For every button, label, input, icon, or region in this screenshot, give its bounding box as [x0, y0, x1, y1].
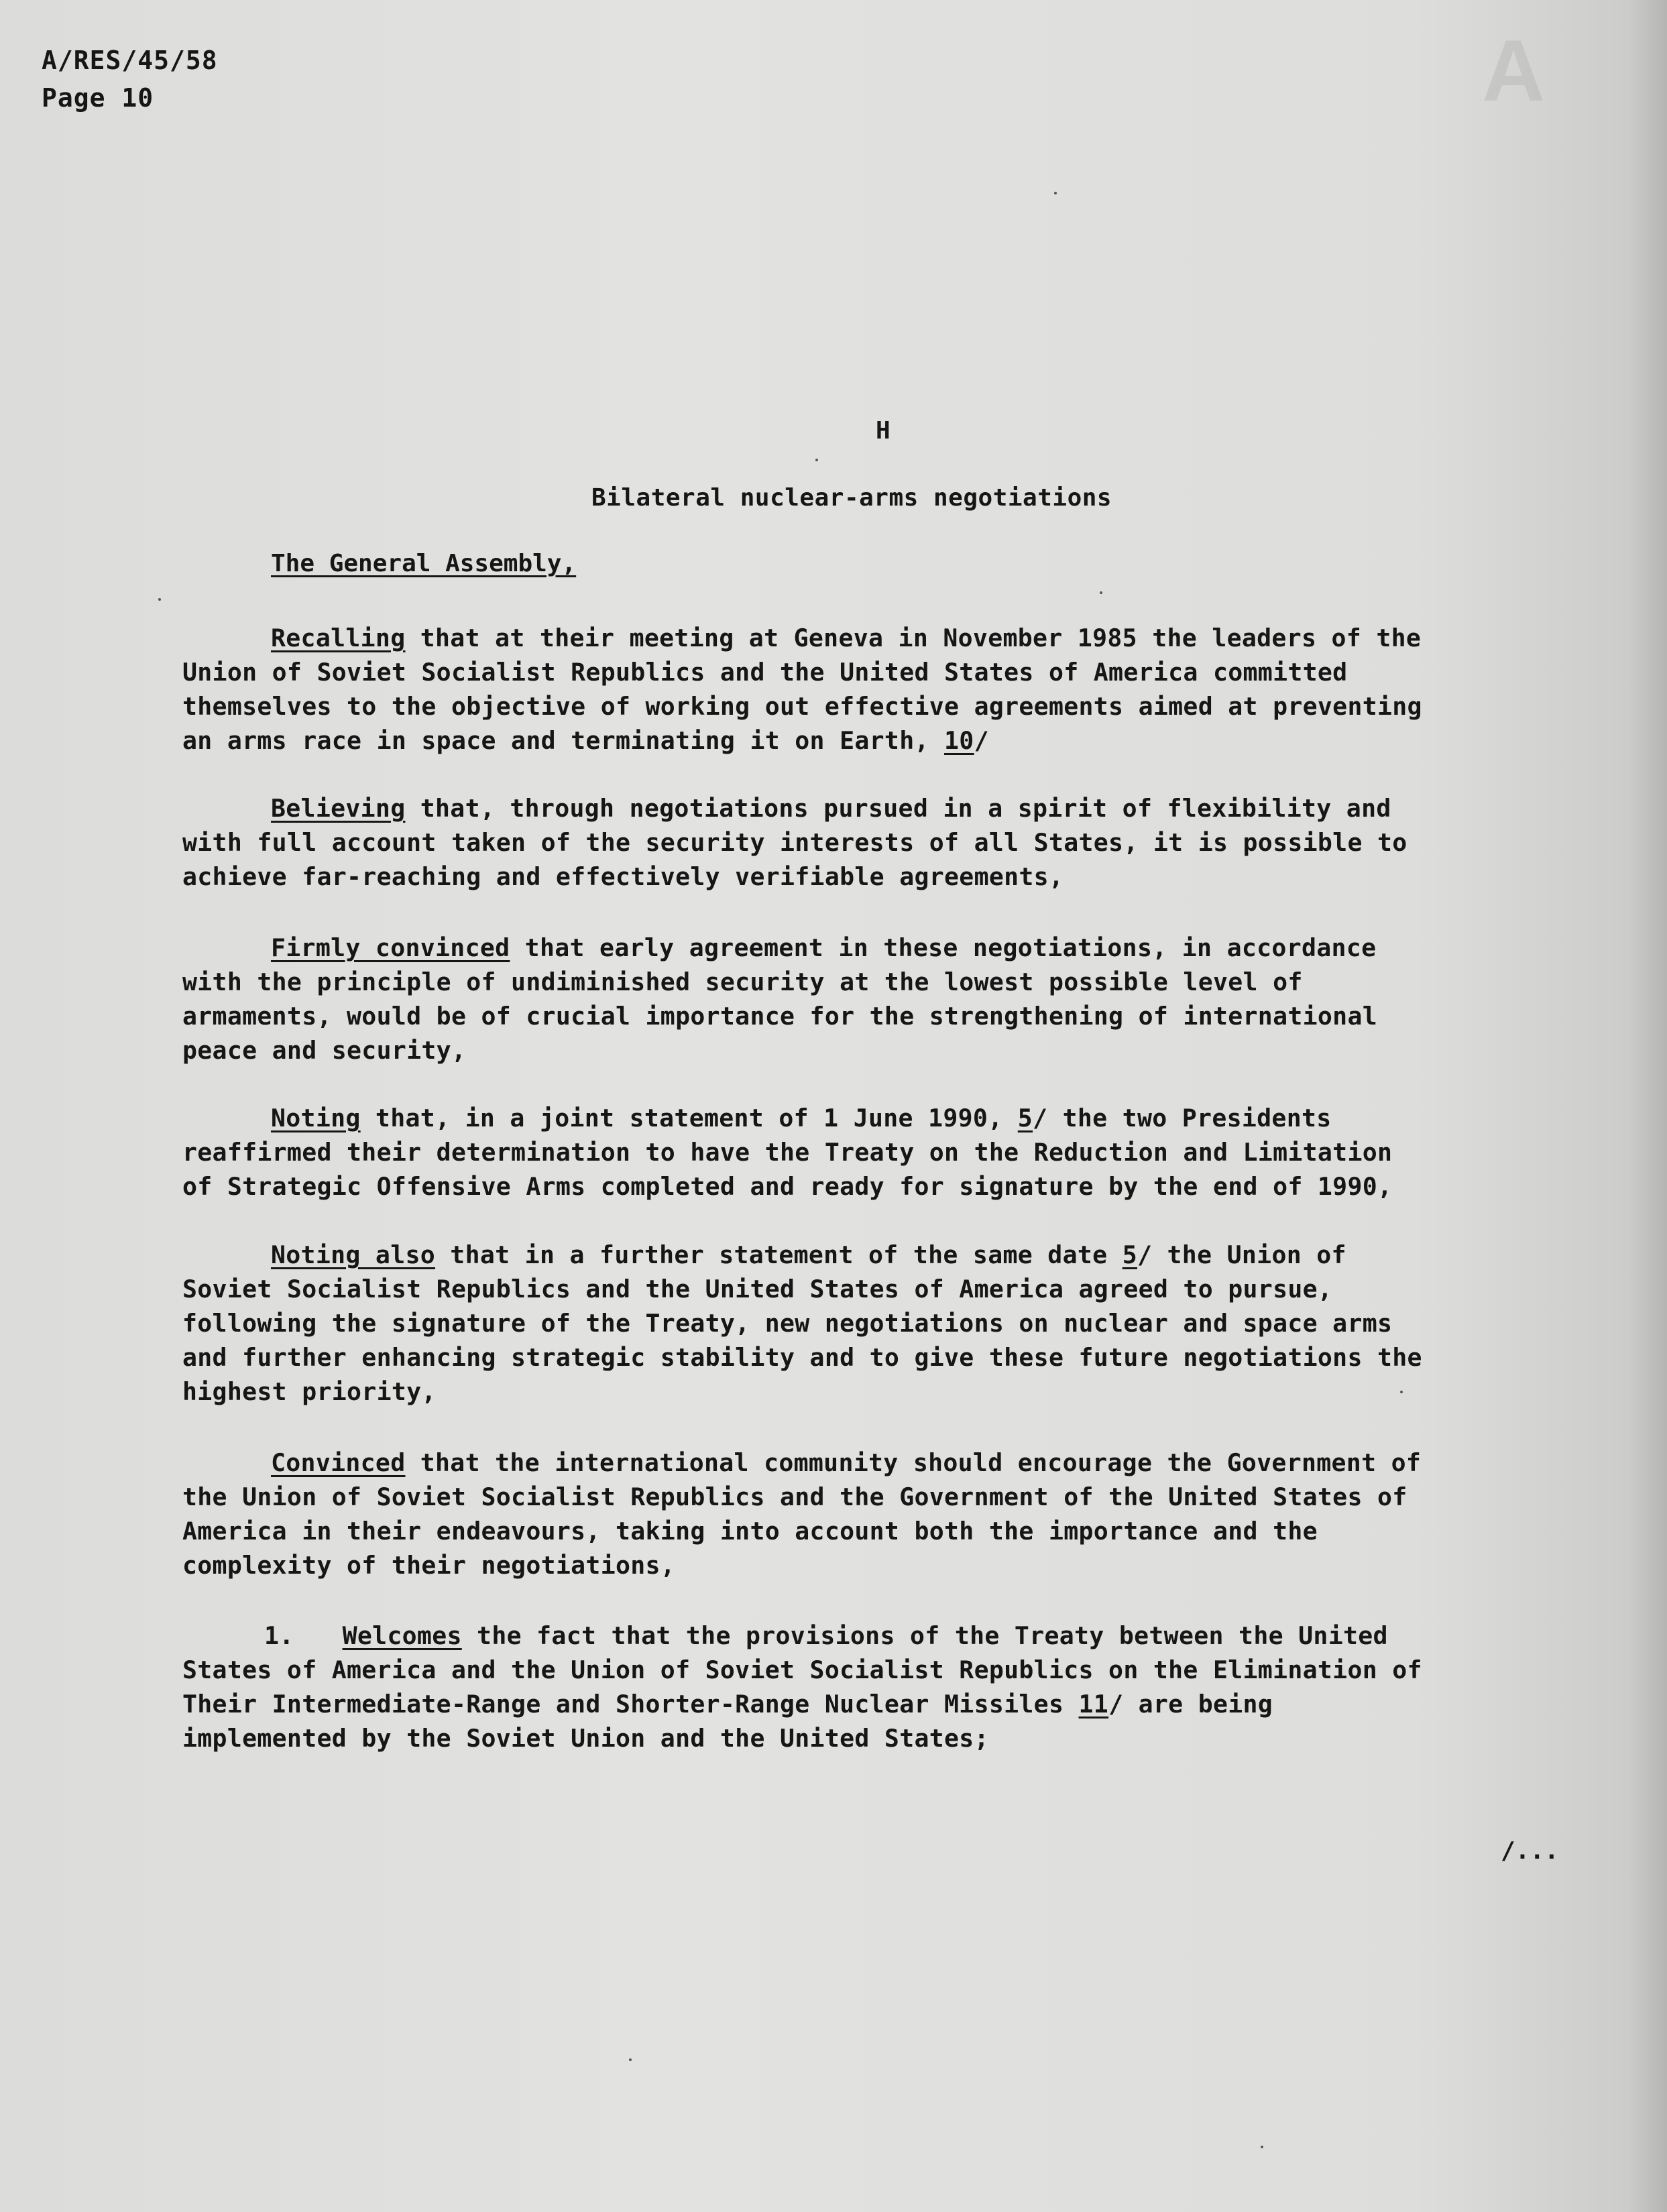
paragraph-text: that at their meeting at Geneva in November 1985 the leaders of the [405, 624, 1422, 652]
paragraph-line [182, 1101, 1584, 1135]
paragraph-line: armaments, would be of crucial importance for the strengthening of international [182, 1002, 1377, 1031]
paragraph-keyword: Noting also [271, 1240, 436, 1269]
preamble-believing [182, 791, 1584, 894]
paragraph-line [182, 723, 1584, 758]
paragraph-line: peace and security, [182, 1036, 467, 1065]
paragraph-keyword: Convinced [271, 1448, 406, 1477]
scan-speck [1400, 1391, 1403, 1393]
paragraph-line [182, 621, 1584, 655]
paragraph-line [182, 1446, 1584, 1480]
paragraph-line: achieve far-reaching and effectively verifiable agreements, [182, 862, 1064, 891]
paragraph-keyword: Firmly convinced [271, 933, 510, 962]
paragraph-text: that, through negotiations pursued in a spirit of flexibility and [405, 794, 1391, 823]
paragraph-keyword: Believing [271, 794, 406, 823]
page-number: Page 10 [42, 83, 154, 113]
paragraph-text: that, in a joint statement of 1 June 1990, [360, 1104, 1018, 1132]
paragraph-line: complexity of their negotiations, [182, 1551, 676, 1580]
footnote-reference: 5 [1122, 1240, 1137, 1269]
paragraph-line: and further enhancing strategic stability and to give these future negotiations the [182, 1343, 1422, 1372]
paragraph-line [182, 931, 1584, 965]
scan-speck [1261, 2146, 1263, 2148]
preamble-noting [182, 1101, 1584, 1204]
paragraph-text: an arms race in space and terminating it on Earth, [182, 726, 945, 755]
paragraph-line: America in their endeavours, taking into account both the importance and the [182, 1517, 1318, 1546]
paragraph-line: Soviet Socialist Republics and the United States of America agreed to pursue, [182, 1275, 1333, 1303]
paragraph-line [182, 1619, 1584, 1653]
scan-speck [158, 598, 161, 601]
paragraph-number: 1. [264, 1621, 294, 1650]
paragraph-text: / the Union of [1137, 1240, 1346, 1269]
paragraph-text: that in a further statement of the same date [435, 1240, 1123, 1269]
scan-speck [1054, 192, 1057, 194]
paragraph-line: with full account taken of the security interests of all States, it is possible to [182, 828, 1407, 857]
scan-speck [1100, 591, 1102, 594]
paragraph-text: that the international community should encourage the Government of [405, 1448, 1422, 1477]
paragraph-line: the Union of Soviet Socialist Republics and the Government of the United States of [182, 1482, 1407, 1511]
paragraph-line: Union of Soviet Socialist Republics and the United States of America committed [182, 658, 1348, 687]
preamble-noting-also [182, 1238, 1584, 1409]
footnote-suffix: / are being [1108, 1690, 1273, 1719]
continuation-mark: /... [1501, 1837, 1559, 1865]
preamble-firmly-convinced [182, 931, 1584, 1067]
paragraph-line: States of America and the Union of Soviet Socialist Republics on the Elimination of [182, 1655, 1422, 1684]
paragraph-line: following the signature of the Treaty, new negotiations on nuclear and space arms [182, 1309, 1393, 1338]
preamble-recalling [182, 621, 1584, 758]
paragraph-line: with the principle of undiminished security at the lowest possible level of [182, 968, 1303, 996]
assembly-heading [271, 550, 576, 577]
page-edge-shadow [1627, 0, 1667, 2212]
paragraph-line: reaffirmed their determination to have the Treaty on the Reduction and Limitation [182, 1138, 1393, 1167]
document-header [42, 42, 218, 117]
section-letter: H [876, 417, 890, 445]
paragraph-line: highest priority, [182, 1377, 437, 1406]
paragraph-line [182, 1238, 1584, 1272]
assembly-heading-text: The General Assembly, [271, 550, 577, 577]
paragraph-text: / the two Presidents [1033, 1104, 1332, 1132]
footnote-suffix: / [974, 726, 989, 755]
footnote-reference: 10 [944, 726, 974, 755]
paragraph-line: implemented by the Soviet Union and the United States; [182, 1724, 989, 1753]
scan-speck [815, 459, 818, 461]
preamble-convinced [182, 1446, 1584, 1582]
paragraph-line [182, 1687, 1584, 1721]
paragraph-line: of Strategic Offensive Arms completed and ready for signature by the end of 1990, [182, 1172, 1393, 1201]
document-symbol: A/RES/45/58 [42, 46, 218, 75]
paragraph-text: the fact that the provisions of the Treaty between the United [461, 1621, 1388, 1650]
scan-speck [629, 2058, 632, 2061]
paragraph-keyword: Welcomes [342, 1621, 462, 1650]
paragraph-text: Their Intermediate-Range and Shorter-Range Nuclear Missiles [182, 1690, 1079, 1719]
bleed-through-mark: A [1482, 21, 1545, 119]
operative-paragraph-1 [182, 1619, 1584, 1755]
paragraph-keyword: Recalling [271, 624, 406, 652]
paragraph-text: that early agreement in these negotiations, in accordance [510, 933, 1377, 962]
paragraph-keyword: Noting [271, 1104, 361, 1132]
section-title: Bilateral nuclear-arms negotiations [591, 484, 1112, 512]
paragraph-line: themselves to the objective of working out effective agreements aimed at preventing [182, 692, 1422, 721]
footnote-reference: 11 [1078, 1690, 1109, 1719]
footnote-reference: 5 [1017, 1104, 1033, 1132]
paragraph-line [182, 791, 1584, 825]
